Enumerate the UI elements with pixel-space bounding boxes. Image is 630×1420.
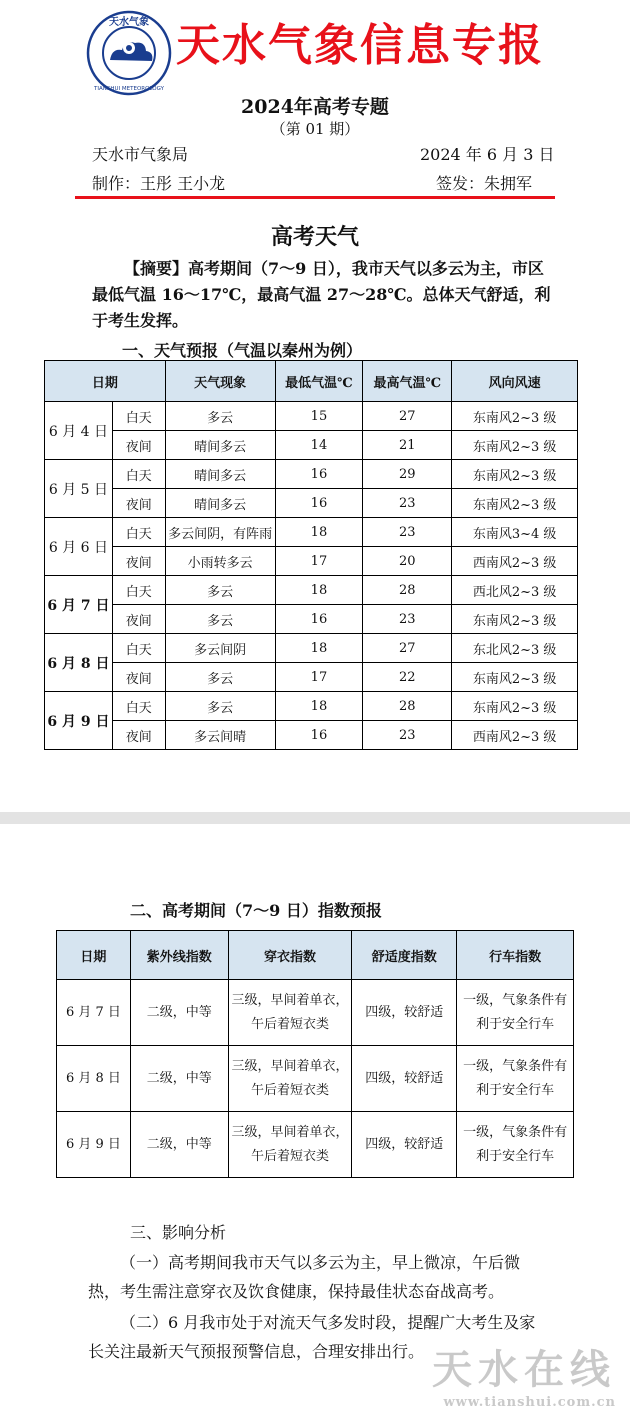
forecast-wind: 东北风2~3 级 <box>452 634 578 663</box>
forecast-col-high: 最高气温℃ <box>363 361 452 402</box>
forecast-date: 6 月 8 日 <box>45 634 113 692</box>
meteorology-logo <box>86 10 172 96</box>
logo-text-bottom: TIANSHUI METEOROLOGY <box>94 86 164 92</box>
forecast-weather: 晴间多云 <box>165 431 275 460</box>
index-date: 6 月 8 日 <box>57 1046 131 1112</box>
forecast-high: 20 <box>363 547 452 576</box>
index-comfort: 四级，较舒适 <box>352 1112 457 1178</box>
index-uv: 二级，中等 <box>130 1112 228 1178</box>
index-dress-line2: 午后着短衣类 <box>251 1016 330 1032</box>
forecast-row <box>45 605 578 634</box>
forecast-high: 28 <box>363 692 452 721</box>
index-dress-line1: 三级，早间着单衣， <box>231 1058 349 1074</box>
forecast-table <box>44 360 578 750</box>
index-dress <box>228 1046 352 1112</box>
forecast-row <box>45 547 578 576</box>
forecast-low: 17 <box>275 547 363 576</box>
forecast-row <box>45 518 578 547</box>
forecast-low: 15 <box>275 402 363 431</box>
forecast-date: 6 月 4 日 <box>45 402 113 460</box>
forecast-col-low: 最低气温℃ <box>275 361 363 402</box>
watermark <box>432 1338 616 1410</box>
forecast-weather: 多云 <box>165 663 275 692</box>
index-row <box>57 1112 574 1178</box>
forecast-high: 27 <box>363 634 452 663</box>
index-dress <box>228 980 352 1046</box>
index-drive-line2: 利于安全行车 <box>476 1148 555 1164</box>
forecast-row <box>45 489 578 518</box>
forecast-wind: 东南风2~3 级 <box>452 402 578 431</box>
index-heading: 二、高考期间（7～9 日）指数预报 <box>130 901 382 920</box>
forecast-high: 28 <box>363 576 452 605</box>
forecast-period: 白天 <box>112 692 165 721</box>
forecast-col-date: 日期 <box>45 361 166 402</box>
index-table <box>56 930 574 1178</box>
forecast-high: 27 <box>363 402 452 431</box>
analysis-paragraph-1: （一）高考期间我市天气以多云为主，早上微凉，午后微热，考生需注意穿衣及饮食健康，保持最佳状态奋战高考。 <box>88 1253 521 1301</box>
forecast-row <box>45 692 578 721</box>
forecast-period: 夜间 <box>112 663 165 692</box>
forecast-low: 18 <box>275 634 363 663</box>
forecast-period: 夜间 <box>112 431 165 460</box>
forecast-weather: 多云 <box>165 692 275 721</box>
forecast-row <box>45 431 578 460</box>
issue-number: （第 01 期） <box>270 120 360 138</box>
forecast-row <box>45 402 578 431</box>
forecast-high: 21 <box>363 431 452 460</box>
forecast-low: 17 <box>275 663 363 692</box>
signed-by: 签发：朱拥军 <box>436 174 533 193</box>
analysis-heading: 三、影响分析 <box>130 1223 227 1242</box>
index-drive-line1: 一级，气象条件有 <box>463 1058 568 1074</box>
logo-text-top: 天水气象 <box>109 17 149 28</box>
index-dress-line1: 三级，早间着单衣， <box>231 992 349 1008</box>
report-title: 高考天气 <box>270 224 359 250</box>
forecast-high: 23 <box>363 605 452 634</box>
forecast-row <box>45 634 578 663</box>
made-by: 制作：王彤 王小龙 <box>92 174 226 193</box>
forecast-wind: 西北风2~3 级 <box>452 576 578 605</box>
index-col-dress: 穿衣指数 <box>228 931 352 980</box>
red-divider <box>75 196 555 199</box>
forecast-period: 夜间 <box>112 547 165 576</box>
forecast-row <box>45 460 578 489</box>
report-page-2 <box>0 824 630 1420</box>
forecast-period: 白天 <box>112 576 165 605</box>
forecast-weather: 多云 <box>165 402 275 431</box>
forecast-high: 23 <box>363 518 452 547</box>
index-dress-line1: 三级，早间着单衣， <box>231 1124 349 1140</box>
forecast-wind: 东南风2~3 级 <box>452 605 578 634</box>
forecast-low: 18 <box>275 692 363 721</box>
watermark-text: 天水在线 <box>432 1347 616 1393</box>
index-uv: 二级，中等 <box>130 980 228 1046</box>
index-col-uv: 紫外线指数 <box>130 931 228 980</box>
forecast-weather: 多云间阴，有阵雨 <box>165 518 275 547</box>
forecast-weather: 晴间多云 <box>165 460 275 489</box>
forecast-wind: 东南风3~4 级 <box>452 518 578 547</box>
forecast-low: 16 <box>275 721 363 750</box>
index-dress <box>228 1112 352 1178</box>
index-date: 6 月 7 日 <box>57 980 131 1046</box>
forecast-weather: 小雨转多云 <box>165 547 275 576</box>
special-topic: 2024年高考专题 <box>241 96 389 118</box>
forecast-low: 16 <box>275 489 363 518</box>
issuing-org: 天水市气象局 <box>92 145 189 164</box>
forecast-period: 夜间 <box>112 605 165 634</box>
forecast-wind: 东南风2~3 级 <box>452 663 578 692</box>
forecast-row <box>45 663 578 692</box>
issue-date: 2024 年 6 月 3 日 <box>420 145 555 164</box>
index-comfort: 四级，较舒适 <box>352 980 457 1046</box>
summary <box>92 256 552 334</box>
forecast-weather: 多云间阴 <box>165 634 275 663</box>
forecast-high: 29 <box>363 460 452 489</box>
forecast-period: 白天 <box>112 518 165 547</box>
forecast-wind: 东南风2~3 级 <box>452 460 578 489</box>
summary-text: 高考期间（7～9 日），我市天气以多云为主，市区最低气温 16～17℃，最高气温 27～28℃。总体天气舒适，利于考生发挥。 <box>92 259 551 330</box>
index-drive-line2: 利于安全行车 <box>476 1016 555 1032</box>
index-drive <box>457 980 574 1046</box>
index-dress-line2: 午后着短衣类 <box>251 1148 330 1164</box>
forecast-wind: 东南风2~3 级 <box>452 431 578 460</box>
index-drive <box>457 1046 574 1112</box>
forecast-low: 14 <box>275 431 363 460</box>
forecast-heading: 一、天气预报（气温以秦州为例） <box>122 341 363 360</box>
index-date: 6 月 9 日 <box>57 1112 131 1178</box>
forecast-col-weather: 天气现象 <box>165 361 275 402</box>
forecast-low: 18 <box>275 576 363 605</box>
forecast-weather: 晴间多云 <box>165 489 275 518</box>
forecast-date: 6 月 5 日 <box>45 460 113 518</box>
forecast-period: 白天 <box>112 634 165 663</box>
analysis-paragraph-2: （二）6 月我市处于对流天气多发时段，提醒广大考生及家长关注最新天气预报预警信息，合理安排出行。 <box>88 1313 536 1361</box>
index-row <box>57 1046 574 1112</box>
index-drive <box>457 1112 574 1178</box>
watermark-url: www.tianshui.com.cn <box>443 1395 616 1410</box>
forecast-low: 16 <box>275 460 363 489</box>
forecast-row <box>45 721 578 750</box>
index-drive-line1: 一级，气象条件有 <box>463 992 568 1008</box>
masthead-title: 天水气象信息专报 <box>176 20 544 71</box>
forecast-date: 6 月 6 日 <box>45 518 113 576</box>
forecast-high: 23 <box>363 721 452 750</box>
index-col-comfort: 舒适度指数 <box>352 931 457 980</box>
index-uv: 二级，中等 <box>130 1046 228 1112</box>
page-separator <box>0 812 630 824</box>
summary-label: 【摘要】 <box>124 259 189 278</box>
forecast-high: 22 <box>363 663 452 692</box>
forecast-weather: 多云 <box>165 576 275 605</box>
forecast-weather: 多云 <box>165 605 275 634</box>
index-col-date: 日期 <box>57 931 131 980</box>
index-dress-line2: 午后着短衣类 <box>251 1082 330 1098</box>
index-drive-line2: 利于安全行车 <box>476 1082 555 1098</box>
forecast-period: 夜间 <box>112 721 165 750</box>
forecast-wind: 东南风2~3 级 <box>452 489 578 518</box>
forecast-wind: 东南风2~3 级 <box>452 692 578 721</box>
forecast-high: 23 <box>363 489 452 518</box>
forecast-weather: 多云间晴 <box>165 721 275 750</box>
forecast-period: 夜间 <box>112 489 165 518</box>
forecast-row <box>45 576 578 605</box>
forecast-date: 6 月 9 日 <box>45 692 113 750</box>
index-drive-line1: 一级，气象条件有 <box>463 1124 568 1140</box>
forecast-period: 白天 <box>112 460 165 489</box>
forecast-period: 白天 <box>112 402 165 431</box>
forecast-low: 18 <box>275 518 363 547</box>
index-col-drive: 行车指数 <box>457 931 574 980</box>
forecast-wind: 西南风2~3 级 <box>452 721 578 750</box>
forecast-date: 6 月 7 日 <box>45 576 113 634</box>
index-comfort: 四级，较舒适 <box>352 1046 457 1112</box>
forecast-low: 16 <box>275 605 363 634</box>
forecast-wind: 西南风2~3 级 <box>452 547 578 576</box>
index-row <box>57 980 574 1046</box>
forecast-col-wind: 风向风速 <box>452 361 578 402</box>
